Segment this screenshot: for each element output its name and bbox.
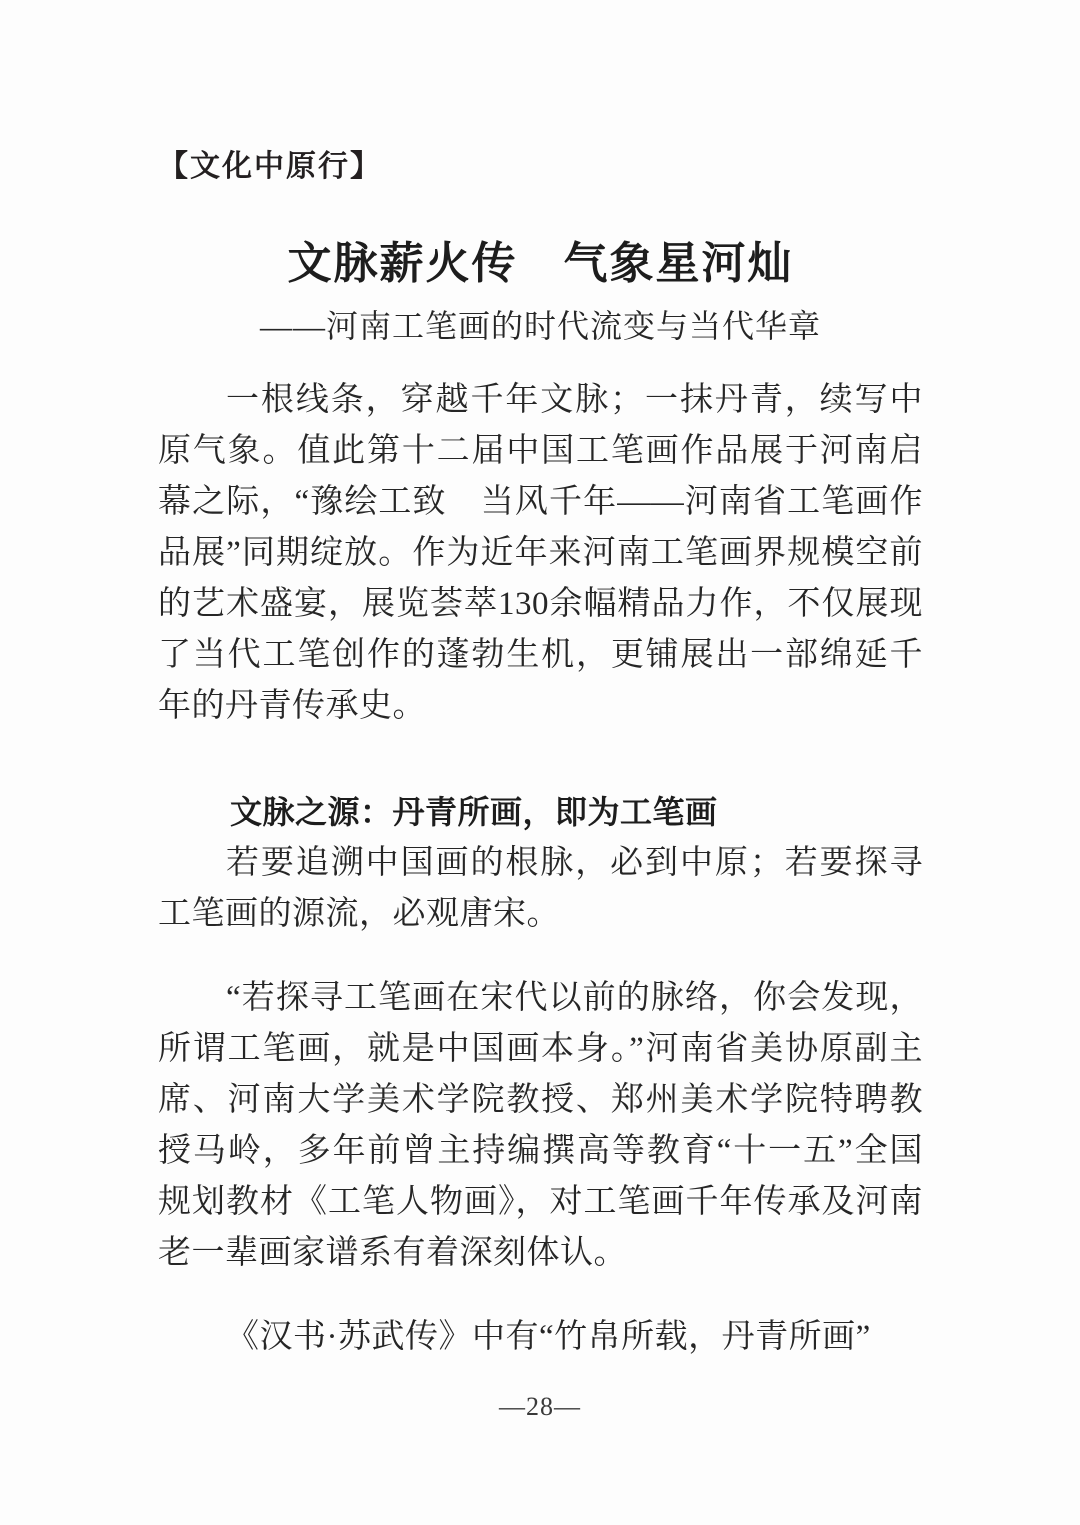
paragraph-origin-3: 《汉书·苏武传》中有“竹帛所载，丹青所画” bbox=[226, 1319, 871, 1355]
section-heading-origin: 文脉之源：丹青所画，即为工笔画 bbox=[230, 793, 718, 831]
column-rubric: 【文化中原行】 bbox=[158, 149, 382, 184]
article-headline: 文脉薪火传 气象星河灿 bbox=[287, 238, 794, 289]
article-content-column bbox=[158, 0, 923, 1396]
article-subheadline: ——河南工笔画的时代流变与当代华章 bbox=[259, 308, 821, 344]
paragraph-origin-2: “若探寻工笔画在宋代以前的脉络，你会发现，所谓工笔画，就是中国画本身。”河南省美协原副主席、河南大学美术学院教授、郑州美术学院特聘教授马岭，多年前曾主持编撰高等教育“十一五”全国规划教材《工笔人物画》，对工笔画千年传承及河南老一辈画家谱系有着深刻体认。 bbox=[158, 980, 923, 1271]
paragraph-origin-1: 若要追溯中国画的根脉，必到中原；若要探寻工笔画的源流，必观唐宋。 bbox=[158, 845, 923, 932]
page-number: —28— bbox=[499, 1392, 581, 1421]
paragraph-lead: 一根线条，穿越千年文脉；一抹丹青，续写中原气象。值此第十二届中国工笔画作品展于河南启幕之际，“豫绘工致 当风千年——河南省工笔画作品展”同期绽放。作为近年来河南工笔画界规模空前的艺术盛宴，展览荟萃130余幅精品力作，不仅展现了当代工笔创作的蓬勃生机，更铺展出一部绵延千年的丹青传承史。 bbox=[158, 382, 923, 724]
headline-block bbox=[158, 235, 923, 349]
